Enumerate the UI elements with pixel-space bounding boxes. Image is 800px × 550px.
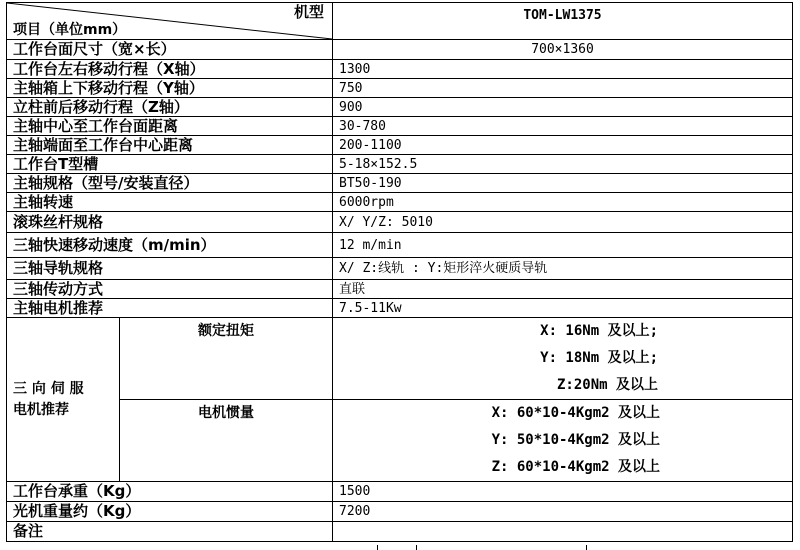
table-row (7, 212, 793, 233)
table-row (7, 482, 793, 502)
spec-table (6, 2, 793, 542)
row-value: 7.5-11Kw (333, 299, 793, 318)
model-label: 机型 (293, 3, 324, 21)
row-value: 1500 (333, 482, 793, 502)
table-row (7, 522, 793, 542)
torque-x: X: 16Nm 及以上; (540, 323, 658, 339)
torque-y: Y: 18Nm 及以上; (540, 350, 658, 366)
row-label: 主轴电机推荐 (7, 299, 333, 318)
row-label: 滚珠丝杆规格 (7, 212, 333, 233)
torque-z: Z:20Nm 及以上 (556, 377, 658, 393)
row-label: 工作台左右移动行程（X轴） (7, 60, 333, 79)
table-row (7, 193, 793, 212)
table-row (7, 136, 793, 155)
table-row (7, 60, 793, 79)
table-row (7, 117, 793, 136)
servo-label-line1: 三 向 伺 服 (13, 380, 84, 397)
table-row (7, 79, 793, 98)
table-row (7, 155, 793, 174)
inertia-x: X: 60*10-4Kgm2 及以上 (491, 405, 660, 421)
table-row (7, 40, 793, 60)
header-diagonal-cell (7, 3, 333, 40)
row-label: 工作台面尺寸（宽×长） (7, 40, 333, 60)
servo-label-line2: 电机推荐 (13, 401, 69, 418)
tail-rows (7, 482, 793, 542)
row-label: 主轴箱上下移动行程（Y轴） (7, 79, 333, 98)
row-value: 5-18×152.5 (333, 155, 793, 174)
row-value: 7200 (333, 502, 793, 522)
row-value: 6000rpm (333, 193, 793, 212)
row-value: 直联 (333, 280, 793, 299)
inertia-values (333, 400, 793, 482)
row-label: 主轴转速 (7, 193, 333, 212)
servo-label (7, 318, 120, 482)
spec-rows (7, 40, 793, 318)
row-label: 三轴传动方式 (7, 280, 333, 299)
row-value: 750 (333, 79, 793, 98)
row-label: 主轴规格（型号/安装直径） (7, 174, 333, 193)
row-label: 备注 (7, 522, 333, 542)
inertia-z: Z: 60*10-4Kgm2 及以上 (491, 459, 660, 475)
row-label: 立柱前后移动行程（Z轴） (7, 98, 333, 117)
header-row (7, 3, 793, 40)
servo-inertia-row (7, 400, 793, 482)
row-label: 工作台T型槽 (7, 155, 333, 174)
row-label: 主轴端面至工作台中心距离 (7, 136, 333, 155)
bottom-tick (416, 545, 417, 550)
table-row (7, 280, 793, 299)
row-value: X/ Y/Z: 5010 (333, 212, 793, 233)
row-value: 200-1100 (333, 136, 793, 155)
torque-label: 额定扭矩 (120, 318, 333, 400)
table-row (7, 258, 793, 280)
row-value: 900 (333, 98, 793, 117)
row-value: 700×1360 (333, 40, 793, 60)
table-row (7, 174, 793, 193)
bottom-tick (586, 545, 587, 550)
row-label: 三轴导轨规格 (7, 258, 333, 280)
table-row (7, 299, 793, 318)
table-row (7, 502, 793, 522)
row-value: 30-780 (333, 117, 793, 136)
row-value: 12 m/min (333, 233, 793, 258)
table-row (7, 98, 793, 117)
row-value (333, 522, 793, 542)
row-label: 主轴中心至工作台面距离 (7, 117, 333, 136)
row-label: 三轴快速移动速度（m/min） (7, 233, 333, 258)
row-label: 工作台承重（Kg） (7, 482, 333, 502)
servo-torque-row (7, 318, 793, 400)
bottom-tick (377, 545, 378, 550)
row-value: BT50-190 (333, 174, 793, 193)
inertia-label: 电机惯量 (120, 400, 333, 482)
inertia-y: Y: 50*10-4Kgm2 及以上 (491, 432, 660, 448)
item-label: 项目（单位mm） (13, 22, 127, 38)
row-label: 光机重量约（Kg） (7, 502, 333, 522)
torque-values (333, 318, 793, 400)
model-value: TOM-LW1375 (333, 3, 793, 40)
row-value: X/ Z:线轨 : Y:矩形淬火硬质导轨 (333, 258, 793, 280)
table-row (7, 233, 793, 258)
row-value: 1300 (333, 60, 793, 79)
